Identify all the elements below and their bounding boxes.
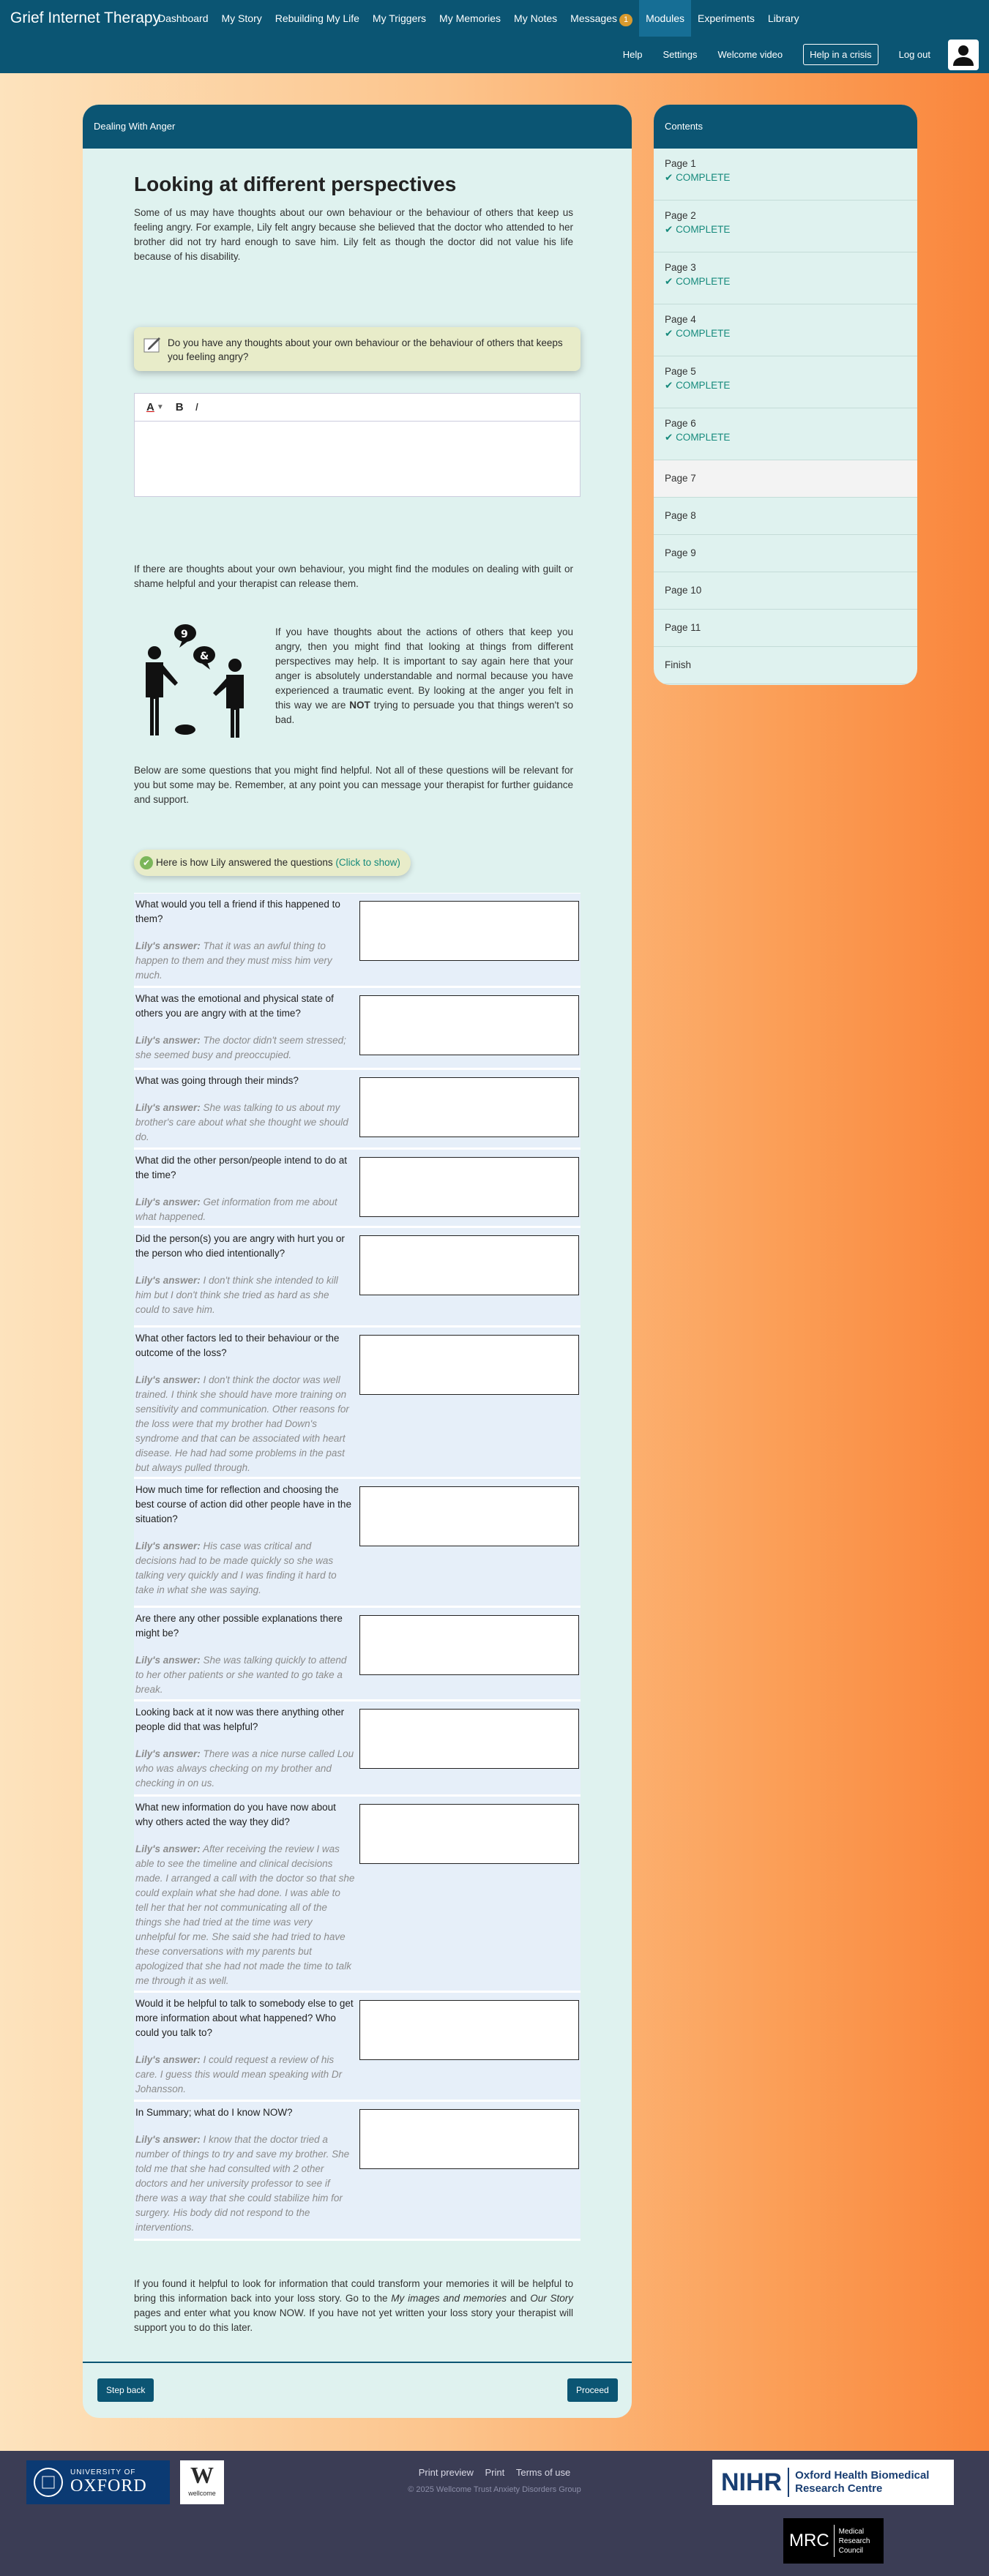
svg-text:9: 9: [181, 629, 188, 640]
complete-label: COMPLETE: [676, 224, 731, 235]
question-row: [134, 1150, 581, 1228]
answer-text: I could request a review of his care. I guess this would mean speaking with Dr Johansson.: [135, 2054, 343, 2094]
my-images-memories-ref: My images and memories: [391, 2293, 507, 2304]
answer-textarea[interactable]: [359, 1335, 579, 1395]
question-label: What did the other person/people intend to do at the time?: [135, 1155, 347, 1180]
mrc-divider: [834, 2525, 835, 2557]
answer-text: His case was critical and decisions had to be made quickly so she was talking very quickly and I was finding it hard to take in what she was saying.: [135, 1540, 337, 1595]
lily-answer: [135, 2133, 355, 2235]
answer-label: Lily's answer:: [135, 1374, 201, 1385]
complete-status: [665, 172, 917, 184]
answer-textarea[interactable]: [359, 1709, 579, 1769]
svg-text:&: &: [200, 651, 209, 662]
contents-item-label: Page 6: [665, 418, 696, 429]
app-title[interactable]: Grief Internet Therapy: [10, 10, 161, 26]
answer-textarea[interactable]: [359, 1077, 579, 1137]
answer-label: Lily's answer:: [135, 2134, 201, 2145]
contents-item-label: Page 9: [665, 547, 696, 558]
lily-answer: [135, 1101, 355, 1145]
question-label: Are there any other possible explanations there might be?: [135, 1613, 343, 1639]
contents-item[interactable]: [654, 201, 917, 252]
answer-textarea[interactable]: [359, 1235, 579, 1295]
question-row: [134, 1701, 581, 1797]
click-to-show-link: (Click to show): [335, 857, 400, 868]
main-nav: [152, 0, 806, 37]
settings-link[interactable]: Settings: [663, 49, 698, 60]
wellcome-word: wellcome: [188, 2490, 216, 2497]
question-row: [134, 1993, 581, 2102]
answer-text: There was a nice nurse called Lou who was always checking on my brother and checking in on us.: [135, 1748, 354, 1789]
question-label: Did the person(s) you are angry with hurt you or the person who died intentionally?: [135, 1233, 345, 1259]
lily-answer: [135, 1653, 355, 1697]
question-label: What was the emotional and physical state of others you are angry with at the time?: [135, 993, 334, 1019]
perspectives-emphasis: NOT: [349, 700, 370, 711]
question-label: How much time for reflection and choosing the best course of action did other people have in the situation?: [135, 1484, 351, 1524]
editor-text-area[interactable]: [135, 422, 580, 496]
question-row: [134, 1070, 581, 1150]
nav-my-story[interactable]: My Story: [221, 12, 262, 24]
checkmark-icon: ✔: [665, 224, 676, 235]
contents-item-label: Page 8: [665, 510, 696, 521]
nihr-subtitle-2: Research Centre: [795, 2482, 883, 2495]
footer: [0, 2451, 989, 2576]
contents-item-label: Page 10: [665, 585, 702, 596]
lily-answer: [135, 1539, 355, 1598]
copyright: © 2025 Wellcome Trust Anxiety Disorders Group: [408, 2485, 581, 2494]
question-row: [134, 894, 581, 988]
lily-answer: [135, 1195, 355, 1224]
contents-item[interactable]: [654, 498, 917, 535]
answer-text: I don't think the doctor was well trained. I think she should have more training on sensitivity and communication. Other reasons for the loss were that my brother had Down's syndrome and that can be associated with heart disease. He had had some problems in the past but always pulled through.: [135, 1374, 349, 1473]
top-navbar: [0, 0, 989, 73]
mrc-sub-1: Medical: [838, 2527, 865, 2536]
answer-label: Lily's answer:: [135, 2054, 201, 2065]
proceed-button[interactable]: Proceed: [567, 2378, 618, 2402]
complete-status: [665, 380, 917, 392]
complete-label: COMPLETE: [676, 380, 731, 391]
contents-item[interactable]: [654, 572, 917, 610]
mrc-mark: MRC: [789, 2531, 829, 2550]
nav-rebuilding-my-life[interactable]: Rebuilding My Life: [275, 12, 359, 24]
nihr-mark: NIHR: [721, 2468, 783, 2496]
answer-textarea[interactable]: [359, 1615, 579, 1675]
answer-text: The doctor didn't seem stressed; she seemed busy and preoccupied.: [135, 1035, 346, 1060]
question-row: [134, 1228, 581, 1328]
mrc-logo[interactable]: [783, 2518, 884, 2564]
questions-table: [134, 893, 581, 2240]
question-row: [134, 988, 581, 1070]
terms-link[interactable]: Terms of use: [515, 2467, 571, 2478]
card-divider: [83, 2362, 632, 2363]
contents-panel: [654, 105, 917, 685]
nihr-divider: [788, 2468, 789, 2497]
help-link[interactable]: Help: [622, 49, 643, 60]
mrc-sub-3: Council: [838, 2546, 864, 2555]
question-row: [134, 1479, 581, 1608]
complete-label: COMPLETE: [676, 276, 731, 287]
answer-label: Lily's answer:: [135, 1748, 201, 1759]
nav-my-memories[interactable]: My Memories: [439, 12, 501, 24]
lily-answer: [135, 2053, 355, 2097]
question-text: Do you have any thoughts about your own behaviour or the behaviour of others that keeps you feeling angry?: [168, 337, 563, 362]
lily-answer: [135, 1033, 355, 1063]
closing-text-1: If you found it helpful to look for information that could transform your memories it will be helpful to bring this information back into your loss story. Go to the: [134, 2278, 573, 2304]
contents-item-label: Page 5: [665, 366, 696, 377]
checkmark-icon: ✔: [665, 276, 676, 287]
contents-item[interactable]: [654, 460, 917, 498]
lily-answer: [135, 1842, 355, 1988]
complete-label: COMPLETE: [676, 432, 731, 443]
contents-item[interactable]: [654, 304, 917, 356]
question-label: What would you tell a friend if this happened to them?: [135, 899, 340, 924]
rich-text-editor[interactable]: [134, 393, 581, 497]
contents-item-label: Page 4: [665, 314, 696, 325]
show-lily-answers-toggle[interactable]: [134, 850, 411, 876]
question-label: Looking back at it now was there anything other people did that was helpful?: [135, 1707, 345, 1732]
answer-textarea[interactable]: [359, 1486, 579, 1546]
answer-textarea[interactable]: [359, 2109, 579, 2169]
user-avatar[interactable]: [948, 40, 979, 70]
question-callout: [134, 327, 581, 371]
answer-text: She was talking to us about my brother's care about what she thought we should do.: [135, 1102, 348, 1142]
nav-messages-label: Messages: [570, 12, 617, 24]
complete-label: COMPLETE: [676, 328, 731, 339]
contents-item[interactable]: [654, 252, 917, 304]
toggle-label: Here is how Lily answered the questions: [156, 857, 333, 868]
answer-textarea[interactable]: [359, 1157, 579, 1217]
answer-text: I don't think she intended to kill him but I don't think she tried as hard as she could to save him.: [135, 1275, 338, 1315]
module-title: Dealing With Anger: [83, 105, 632, 149]
answer-label: Lily's answer:: [135, 1197, 201, 1208]
closing-text-3: pages and enter what you know NOW. If you have not yet written your loss story your therapist will support you to do this later.: [134, 2307, 573, 2333]
question-label: In Summary; what do I know NOW?: [135, 2107, 293, 2118]
check-circle-icon: ✔: [140, 856, 153, 869]
nav-dashboard[interactable]: Dashboard: [158, 12, 209, 24]
print-preview-link[interactable]: Print preview: [418, 2467, 474, 2478]
perspectives-text-1: If you have thoughts about the actions of others that keep you angry, then you might find that looking at things from different perspectives may help. It is important to say again here that your anger is absolutely understandable and normal because you have experienced a traumatic event. By looking at the anger you felt in this way we are: [275, 626, 573, 711]
question-label: What was going through their minds?: [135, 1075, 299, 1086]
oxford-small-text: UNIVERSITY OF: [70, 2468, 136, 2476]
lesson-card: [83, 105, 632, 2418]
contents-item[interactable]: [654, 356, 917, 408]
our-story-ref: Our Story: [530, 2293, 574, 2304]
guilt-shame-paragraph: If there are thoughts about your own behaviour, you might find the modules on dealing with guilt or shame helpful and your therapist can release them.: [134, 564, 573, 589]
nihr-subtitle-1: Oxford Health Biomedical: [795, 2469, 930, 2482]
oxford-big-text: OXFORD: [70, 2476, 147, 2496]
nav-experiments[interactable]: Experiments: [698, 12, 755, 24]
nav-messages[interactable]: [564, 0, 639, 37]
answer-text: She was talking quickly to attend to her other patients or she wanted to go take a break.: [135, 1655, 347, 1695]
question-row: [134, 1797, 581, 1993]
closing-text-2: and: [507, 2293, 531, 2304]
wellcome-mark: W: [190, 2462, 214, 2488]
chevron-down-icon: ▼: [156, 403, 164, 411]
lily-answer: [135, 1273, 355, 1317]
contents-item-label: Page 7: [665, 473, 696, 484]
closing-paragraph: [134, 2277, 573, 2335]
contents-item[interactable]: [654, 647, 917, 684]
checkmark-icon: ✔: [665, 328, 676, 339]
pencil-note-icon: [143, 334, 162, 353]
perspectives-text-2: trying to persuade you that things weren't so bad.: [275, 700, 573, 725]
complete-status: [665, 224, 917, 236]
nihr-logo[interactable]: [712, 2460, 954, 2505]
checkmark-icon: ✔: [665, 380, 676, 391]
contents-title: Contents: [654, 105, 917, 149]
contents-item-label: Finish: [665, 659, 692, 670]
lily-answer: [135, 1747, 355, 1791]
messages-count-badge: 1: [619, 14, 632, 26]
answer-label: Lily's answer:: [135, 1275, 201, 1286]
mrc-sub-2: Research: [838, 2536, 870, 2545]
font-color-icon: A: [146, 401, 154, 413]
editor-toolbar: [135, 394, 580, 422]
complete-status: [665, 432, 917, 443]
answer-label: Lily's answer:: [135, 1035, 201, 1046]
answer-text: Get information from me about what happened.: [135, 1197, 337, 1222]
answer-text: I know that the doctor tried a number of things to try and save my brother. She told me that she had consulted with 2 other doctors and her university professor to see if there was a way that she could stabilize him for surgery. His body did not respond to the interventions.: [135, 2134, 350, 2233]
answer-label: Lily's answer:: [135, 1102, 201, 1113]
nav-library[interactable]: Library: [767, 12, 799, 24]
answer-text: That it was an awful thing to happen to them and they must miss him very much.: [135, 940, 332, 981]
questions-intro-paragraph: Below are some questions that you might find helpful. Not all of these questions will be relevant for you but some may be. Remember, at any point you can message your therapist for further guidance and support.: [134, 765, 573, 805]
contents-item-label: Page 11: [665, 622, 701, 633]
contents-item[interactable]: [654, 149, 917, 201]
intro-paragraph: Some of us may have thoughts about our own behaviour or the behaviour of others that keep us feeling angry. For example, Lily felt angry because she believed that the doctor who attended to her brother did not try hard enough to save him. Lily felt as though the doctor did not value his life because of his disability.: [134, 207, 573, 262]
arguing-people-illustration: [140, 620, 251, 741]
answer-label: Lily's answer:: [135, 940, 201, 951]
contents-item[interactable]: [654, 408, 917, 460]
complete-label: COMPLETE: [676, 172, 731, 183]
complete-status: [665, 276, 917, 288]
answer-textarea[interactable]: [359, 2000, 579, 2060]
lily-answer: [135, 939, 355, 983]
question-label: Would it be helpful to talk to somebody else to get more information about what happened? Who could you talk to?: [135, 1998, 354, 2038]
lily-answer: [135, 1373, 355, 1475]
checkmark-icon: ✔: [665, 432, 676, 443]
complete-status: [665, 328, 917, 340]
question-row: [134, 2102, 581, 2241]
logout-link[interactable]: Log out: [898, 49, 930, 60]
bold-button[interactable]: B: [175, 401, 184, 413]
contents-item-label: Page 1: [665, 158, 696, 169]
nav-my-triggers[interactable]: My Triggers: [372, 12, 427, 24]
step-back-button[interactable]: Step back: [97, 2378, 154, 2402]
question-label: What new information do you have now about why others acted the way they did?: [135, 1802, 336, 1827]
answer-label: Lily's answer:: [135, 1540, 201, 1551]
question-label: What other factors led to their behaviour or the outcome of the loss?: [135, 1333, 340, 1358]
help-in-crisis-button[interactable]: Help in a crisis: [803, 44, 878, 65]
secondary-nav: [602, 44, 930, 65]
answer-textarea[interactable]: [359, 995, 579, 1055]
nav-my-notes[interactable]: My Notes: [514, 12, 558, 24]
contents-list: [654, 149, 917, 684]
welcome-video-link[interactable]: Welcome video: [717, 49, 783, 60]
user-icon: [948, 40, 979, 70]
answer-text: After receiving the review I was able to see the timeline and clinical decisions made. I arranged a call with the doctor so that she could explain what she had done. I was able to tell her that her not communicating all of the things she had tried at the time was very unhelpful for me. She said she had tried to have these conversations with my parents but apologized that she had not made the time to talk me through it as well.: [135, 1843, 355, 1986]
answer-textarea[interactable]: [359, 1804, 579, 1864]
nav-modules[interactable]: Modules: [639, 0, 691, 37]
page-title: Looking at different perspectives: [134, 173, 457, 195]
answer-label: Lily's answer:: [135, 1655, 201, 1666]
perspectives-paragraph: [275, 625, 573, 727]
question-row: [134, 1328, 581, 1479]
answer-label: Lily's answer:: [135, 1843, 201, 1854]
contents-item-label: Page 2: [665, 210, 696, 221]
contents-item[interactable]: [654, 535, 917, 572]
answer-textarea[interactable]: [359, 901, 579, 961]
question-row: [134, 1608, 581, 1701]
italic-button[interactable]: I: [195, 401, 198, 413]
checkmark-icon: ✔: [665, 172, 676, 183]
font-color-button[interactable]: [146, 401, 164, 413]
print-link[interactable]: Print: [485, 2467, 505, 2478]
contents-item-label: Page 3: [665, 262, 696, 273]
contents-item[interactable]: [654, 610, 917, 647]
